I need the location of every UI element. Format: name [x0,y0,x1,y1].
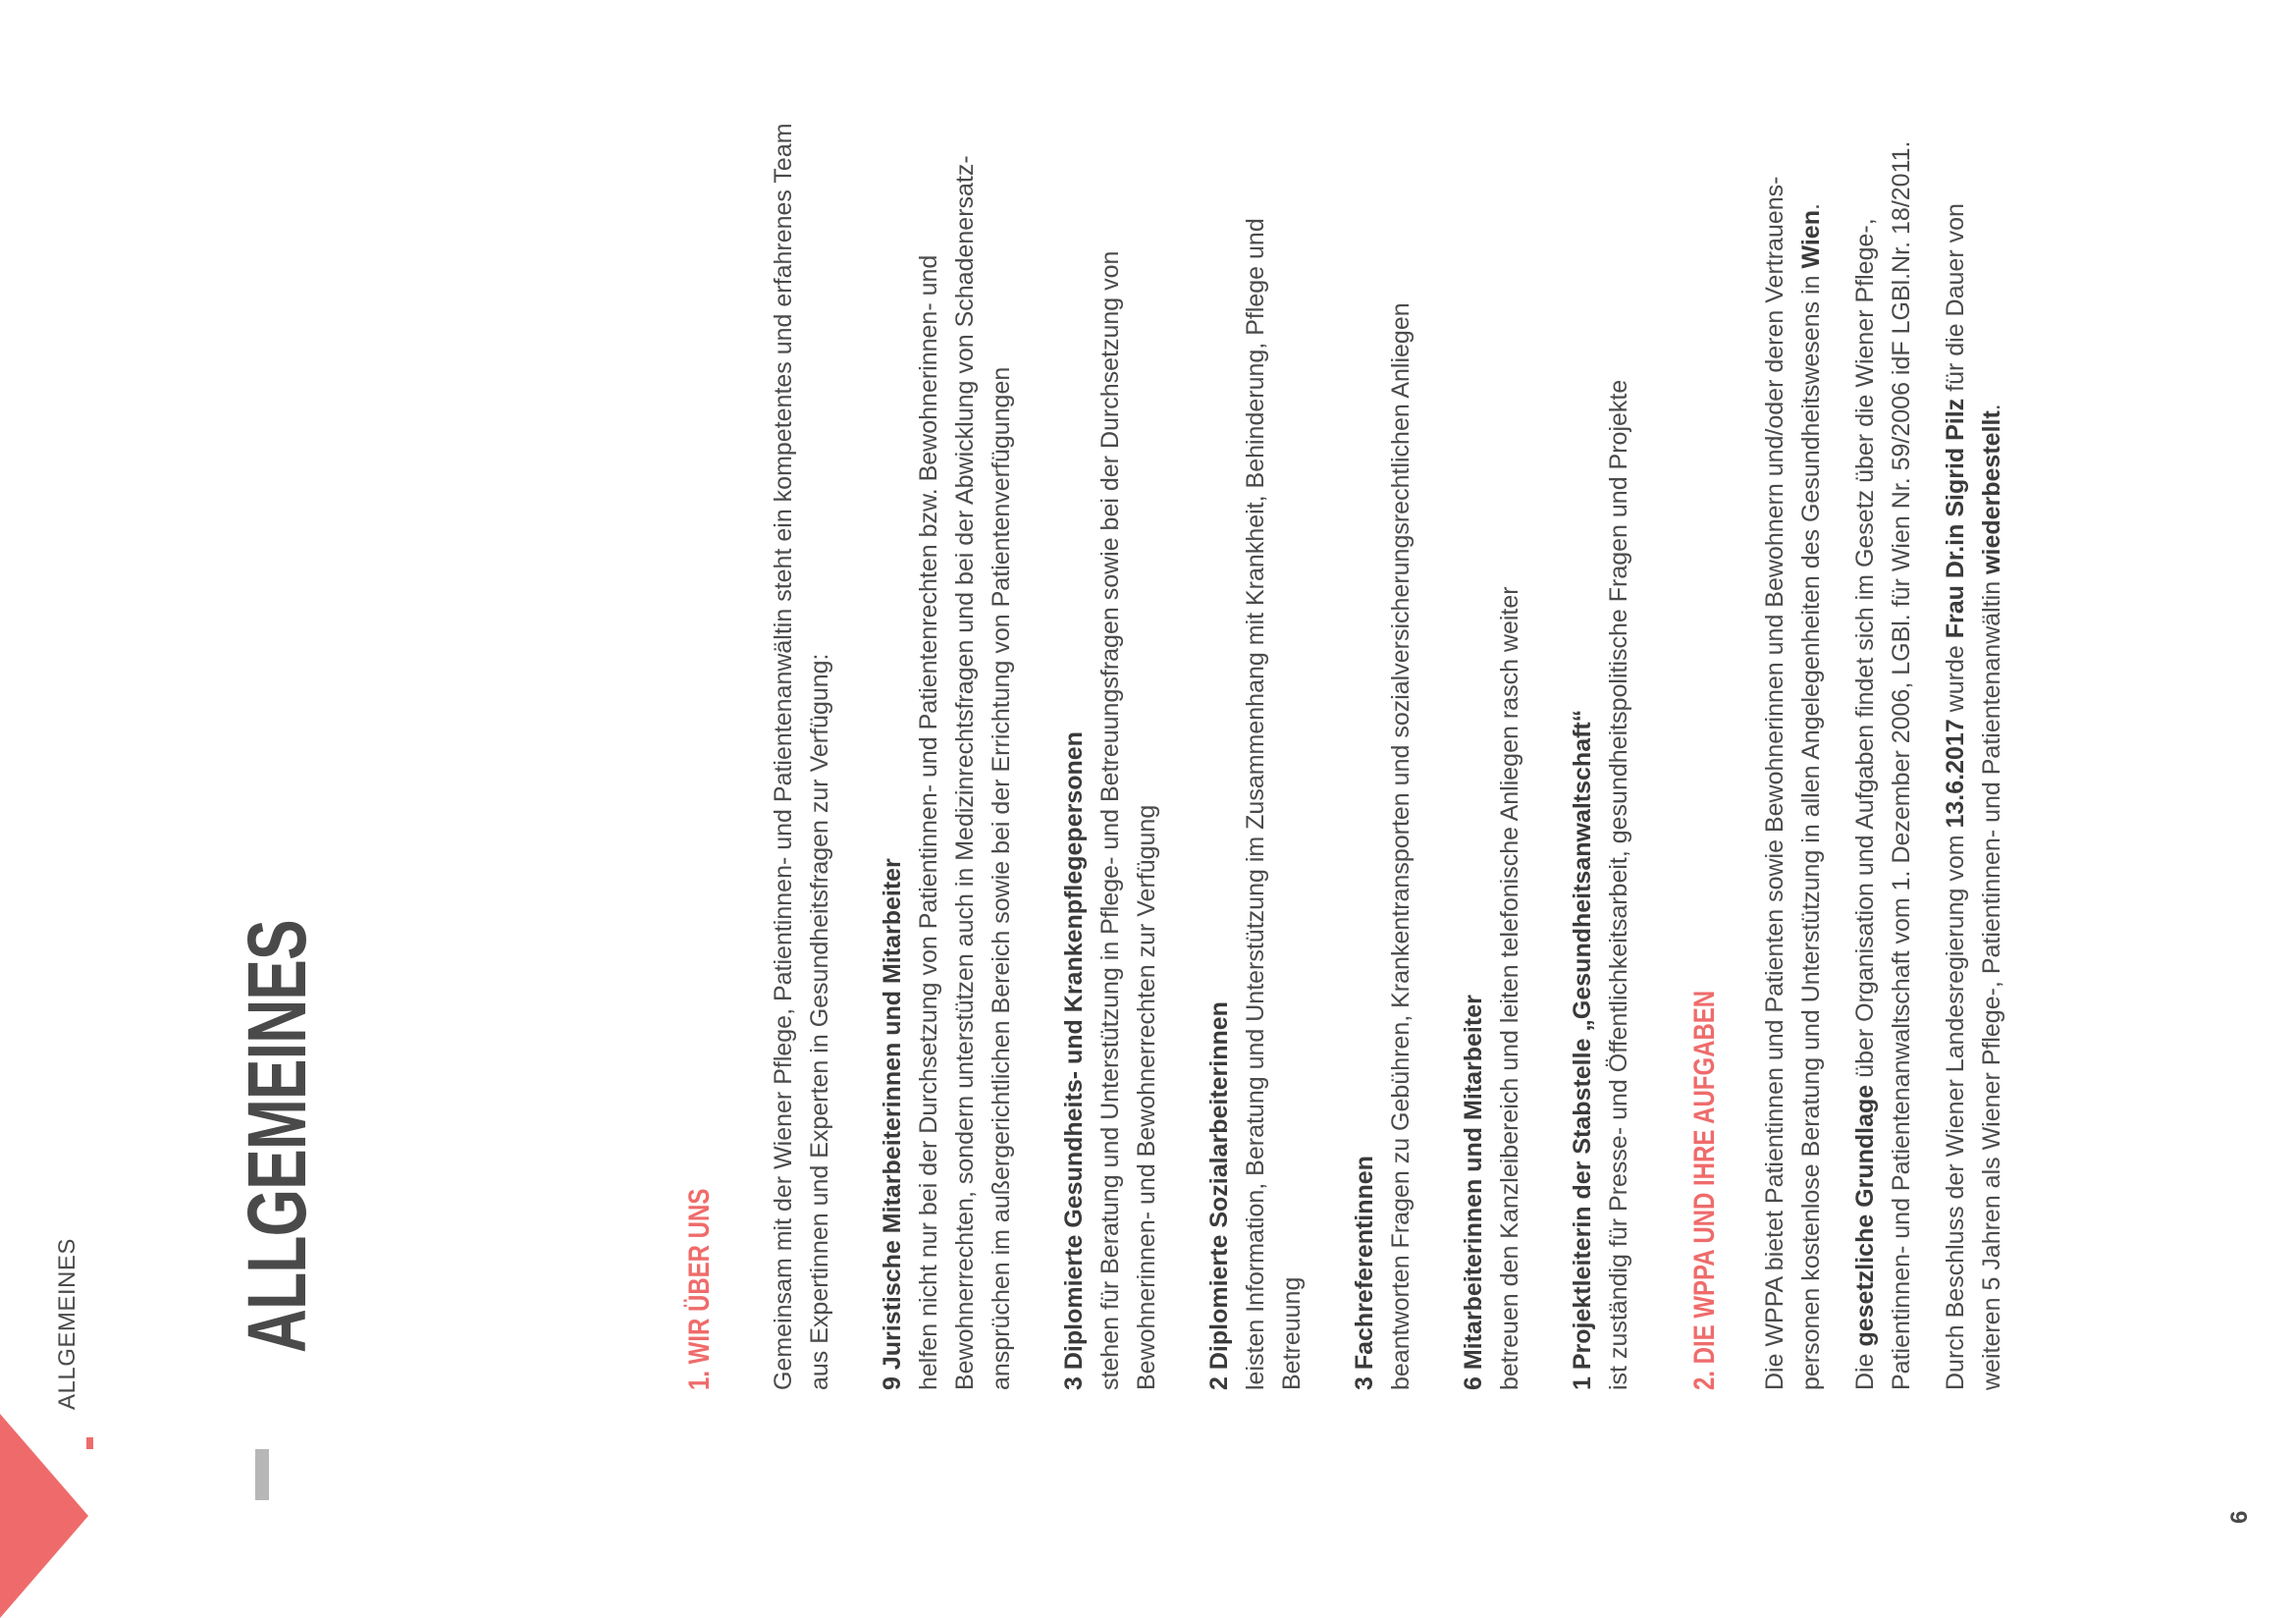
team-entry-title: 6 Mitarbeiterinnen und Mitarbeiter [1460,995,1487,1390]
legal-text: über Organisation und Aufgaben findet sich im Gesetz über die Wiener Pflege-, Patientinnen- und Patientenanwaltschaft vom 1. Dezember 2006, LGBl. für Wien Nr. 59/2006 idF LGBl.Nr. 18/2011. [1851,140,1915,1390]
team-entry-title: 9 Juristische Mitarbeiterinnen und Mitarbeiter [879,858,906,1390]
appointment-text-cont: für die Dauer von weiteren 5 Jahren als Wiener Pflege-, Patientinnen- und Patientenanwältin [1942,203,2005,1390]
legal-text-start: Die [1851,1346,1879,1390]
appointment-paragraph [1938,114,2010,1390]
team-entry-text: ist zuständig für Presse- und Öffentlichkeitsarbeit, gesundheitspolitische Fragen und Projekte [1605,379,1632,1390]
legal-basis-paragraph [1847,114,1920,1390]
intro-paragraph: Gemeinsam mit der Wiener Pflege, Patientinnen- und Patientenanwältin steht ein kompetentes und erfahrenes Team aus Expertinnen und Experten in Gesundheitsfragen zur Verfügung: [770,123,833,1390]
section-tag: ALLGEMEINES [54,1238,80,1410]
wppa-text-end: . [1797,203,1825,211]
page-number: 6 [2226,1510,2253,1524]
team-entry-title: 2 Diplomierte Sozialarbeiterinnen [1205,1001,1233,1390]
wppa-city: Wien [1797,210,1825,269]
wppa-paragraph [1757,114,1830,1390]
section-1-heading: 1. WIR ÜBER UNS [683,1188,716,1390]
team-entry [1456,114,1528,1390]
appointment-text: wurde [1942,638,1969,720]
team-entry-text: leisten Information, Beratung und Unterstützung im Zusammenhang mit Krankheit, Behinderung, Pflege und Betreuung [1242,218,1306,1390]
team-entry [1565,114,1637,1390]
section-2-heading: 2. DIE WPPA UND IHRE AUFGABEN [1688,990,1721,1390]
team-entry-text: beantworten Fragen zu Gebühren, Krankentransporten und sozialversicherungsrechtlichen Anliegen [1387,302,1415,1390]
appointment-text-start: Durch Beschluss der Wiener Landesregierung vom [1942,828,1969,1390]
section-2-body [1757,114,2010,1390]
team-entry-title: 3 Diplomierte Gesundheits- und Krankenpflegepersonen [1060,731,1088,1390]
section-tag-marker [86,1437,93,1449]
team-entry [1347,114,1419,1390]
reappointed-term: wiederbestellt [1978,410,2005,574]
wppa-text: Die WPPA bietet Patientinnen und Patienten sowie Bewohnerinnen und Bewohnern und/oder deren Vertrauenspersonen kostenlose Beratung und Unterstützung in allen Angelegenheiten des Gesundheitswesens in [1761,176,1825,1390]
appointment-text-end: . [1978,404,2005,411]
team-entry [1056,114,1165,1390]
section-1-body [766,114,1637,1390]
legal-basis-term: gesetzliche Grundlage [1851,1084,1879,1347]
appointment-date: 13.6.2017 [1942,719,1969,829]
team-entry-text: betreuen den Kanzleibereich und leiten telefonische Anliegen rasch weiter [1496,586,1523,1390]
title-bar [255,1449,269,1500]
appointee-name: Frau Dr.in Sigrid Pilz [1942,398,1969,639]
team-entry-text: helfen nicht nur bei der Durchsetzung von Patientinnen- und Patientenrechten bzw. Bewohnerinnen- und Bewohnerrechten, sondern unterstützen auch in Medizinrechtsfragen und bei der Abwicklung von Schadenersatzansprüchen im außergerichtlichen Bereich sowie bei der Errichtung von Patientenverfügungen [915,155,1015,1390]
team-entry-text: stehen für Beratung und Unterstützung in Pflege- und Betreuungsfragen sowie bei der Durchsetzung von Bewohnerinnen- und Bewohnerrechten zur Verfügung [1096,250,1160,1390]
team-entry [875,114,1020,1390]
team-entry-title: 3 Fachreferentinnen [1351,1156,1378,1390]
team-entry-title: 1 Projektleiterin der Stabstelle „Gesundheitsanwaltschaft“ [1569,709,1596,1390]
page-title: ALLGEMEINES [231,920,323,1353]
team-entry [1201,114,1310,1390]
